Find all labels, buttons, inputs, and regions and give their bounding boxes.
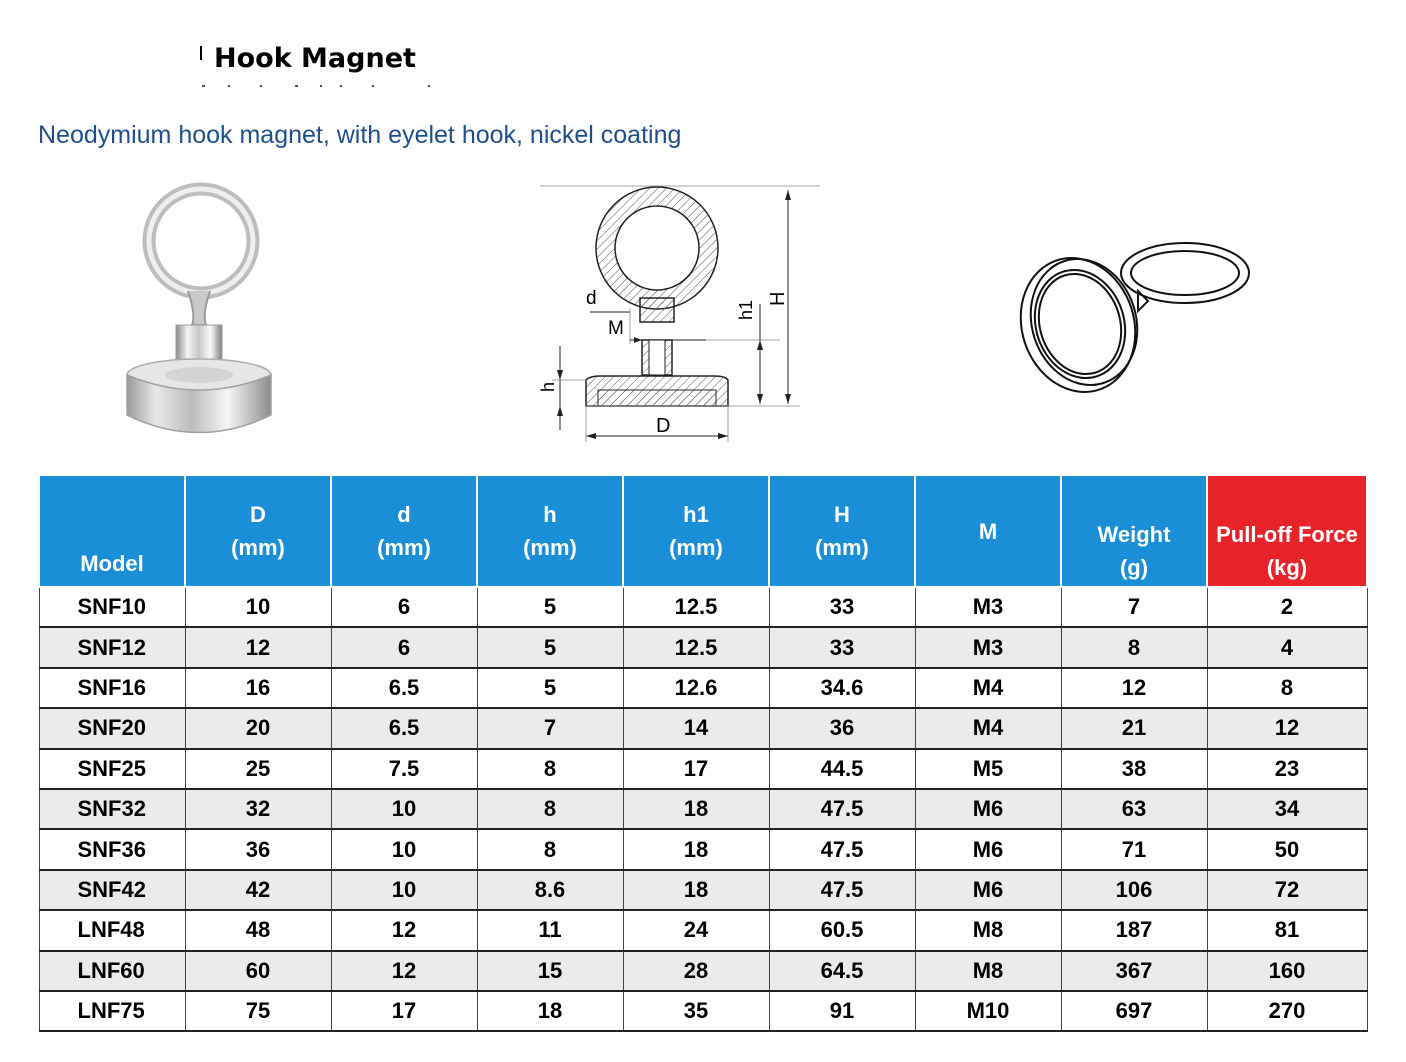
table-cell-d: 12 (331, 951, 477, 991)
table-cell-D: 32 (185, 789, 331, 829)
table-cell-weight: 187 (1061, 910, 1207, 950)
table-cell-M: M4 (915, 708, 1061, 748)
drawing-label-d: d (586, 288, 597, 309)
table-cell-force: 4 (1207, 627, 1367, 667)
table-cell-H: 60.5 (769, 910, 915, 950)
table-cell-model: SNF36 (39, 829, 185, 869)
table-row (39, 951, 1367, 991)
table-cell-model: SNF25 (39, 749, 185, 789)
table-cell-h1: 18 (623, 870, 769, 910)
drawing-label-H: H (767, 291, 789, 306)
header-pull-off-force: Pull-off Force (kg) (1207, 475, 1367, 587)
header-M: M (915, 475, 1061, 587)
drawing-label-D: D (656, 415, 671, 437)
table-cell-H: 33 (769, 627, 915, 667)
table-cell-weight: 697 (1061, 991, 1207, 1031)
table-cell-weight: 12 (1061, 668, 1207, 708)
table-cell-H: 91 (769, 991, 915, 1031)
table-cell-d: 12 (331, 910, 477, 950)
table-cell-D: 20 (185, 708, 331, 748)
line-sketch-icon (1000, 225, 1290, 425)
table-cell-force: 2 (1207, 587, 1367, 627)
table-cell-D: 10 (185, 587, 331, 627)
drawing-label-M: M (608, 318, 624, 339)
table-cell-weight: 8 (1061, 627, 1207, 667)
table-cell-h1: 18 (623, 789, 769, 829)
table-cell-h1: 12.6 (623, 668, 769, 708)
table-cell-h: 5 (477, 627, 623, 667)
drawing-label-h1: h1 (736, 299, 756, 320)
table-cell-weight: 21 (1061, 708, 1207, 748)
table-cell-d: 17 (331, 991, 477, 1031)
table-row (39, 829, 1367, 869)
page-title: Hook Magnet (214, 43, 416, 74)
table-cell-H: 47.5 (769, 870, 915, 910)
table-cell-force: 81 (1207, 910, 1367, 950)
table-cell-M: M3 (915, 587, 1061, 627)
table-cell-h1: 17 (623, 749, 769, 789)
table-row (39, 910, 1367, 950)
table-cell-h: 8 (477, 789, 623, 829)
table-cell-d: 6.5 (331, 708, 477, 748)
drawing-label-h: h (538, 381, 558, 392)
table-cell-M: M8 (915, 910, 1061, 950)
table-cell-force: 8 (1207, 668, 1367, 708)
table-cell-h1: 35 (623, 991, 769, 1031)
table-cell-d: 10 (331, 870, 477, 910)
table-cell-weight: 106 (1061, 870, 1207, 910)
table-cell-h1: 18 (623, 829, 769, 869)
table-cell-h1: 12.5 (623, 627, 769, 667)
table-cell-h: 18 (477, 991, 623, 1031)
table-cell-D: 42 (185, 870, 331, 910)
table-row (39, 668, 1367, 708)
table-row (39, 708, 1367, 748)
table-cell-force: 23 (1207, 749, 1367, 789)
table-cell-D: 75 (185, 991, 331, 1031)
subtitle: Neodymium hook magnet, with eyelet hook, nickel coating (38, 121, 682, 149)
table-cell-force: 270 (1207, 991, 1367, 1031)
table-cell-h: 5 (477, 587, 623, 627)
table-row (39, 627, 1367, 667)
table-cell-D: 25 (185, 749, 331, 789)
table-cell-model: SNF32 (39, 789, 185, 829)
table-cell-H: 47.5 (769, 789, 915, 829)
table-cell-H: 36 (769, 708, 915, 748)
cross-section-drawing-icon (530, 180, 820, 450)
table-cell-h1: 28 (623, 951, 769, 991)
table-cell-h: 8 (477, 829, 623, 869)
table-cell-h1: 14 (623, 708, 769, 748)
header-H: H (mm) (769, 475, 915, 587)
table-cell-weight: 38 (1061, 749, 1207, 789)
table-cell-force: 12 (1207, 708, 1367, 748)
table-cell-model: LNF75 (39, 991, 185, 1031)
table-cell-h1: 12.5 (623, 587, 769, 627)
table-header-row (39, 475, 1367, 587)
table-cell-weight: 63 (1061, 789, 1207, 829)
hook-magnet-photo-icon (110, 165, 290, 455)
table-cell-M: M5 (915, 749, 1061, 789)
table-cell-weight: 367 (1061, 951, 1207, 991)
table-cell-H: 33 (769, 587, 915, 627)
table-cell-model: LNF60 (39, 951, 185, 991)
table-cell-M: M8 (915, 951, 1061, 991)
table-cell-H: 34.6 (769, 668, 915, 708)
table-cell-d: 6.5 (331, 668, 477, 708)
table-cell-D: 60 (185, 951, 331, 991)
table-cell-D: 48 (185, 910, 331, 950)
table-cell-H: 64.5 (769, 951, 915, 991)
table-cell-model: SNF42 (39, 870, 185, 910)
specifications-table (38, 474, 1368, 1032)
table-cell-h: 11 (477, 910, 623, 950)
table-cell-force: 160 (1207, 951, 1367, 991)
table-cell-d: 10 (331, 829, 477, 869)
title-marker (200, 46, 202, 60)
table-cell-M: M6 (915, 789, 1061, 829)
title-underline-dots (200, 84, 440, 88)
table-cell-d: 10 (331, 789, 477, 829)
table-cell-D: 12 (185, 627, 331, 667)
table-row (39, 789, 1367, 829)
table-cell-M: M6 (915, 829, 1061, 869)
table-cell-M: M10 (915, 991, 1061, 1031)
table-cell-D: 16 (185, 668, 331, 708)
header-d: d (mm) (331, 475, 477, 587)
table-cell-h: 15 (477, 951, 623, 991)
table-cell-H: 47.5 (769, 829, 915, 869)
table-cell-weight: 71 (1061, 829, 1207, 869)
table-cell-d: 7.5 (331, 749, 477, 789)
header-weight: Weight (g) (1061, 475, 1207, 587)
table-cell-model: SNF10 (39, 587, 185, 627)
table-cell-force: 34 (1207, 789, 1367, 829)
table-cell-model: LNF48 (39, 910, 185, 950)
table-cell-M: M4 (915, 668, 1061, 708)
header-h: h (mm) (477, 475, 623, 587)
table-row (39, 587, 1367, 627)
table-cell-h: 8.6 (477, 870, 623, 910)
header-model: Model (39, 475, 185, 587)
header-D: D (mm) (185, 475, 331, 587)
table-row (39, 749, 1367, 789)
table-cell-M: M6 (915, 870, 1061, 910)
table-cell-force: 72 (1207, 870, 1367, 910)
table-cell-weight: 7 (1061, 587, 1207, 627)
table-cell-d: 6 (331, 587, 477, 627)
table-row (39, 870, 1367, 910)
table-row (39, 991, 1367, 1031)
table-cell-d: 6 (331, 627, 477, 667)
table-cell-model: SNF20 (39, 708, 185, 748)
table-cell-h: 7 (477, 708, 623, 748)
table-cell-H: 44.5 (769, 749, 915, 789)
table-cell-h1: 24 (623, 910, 769, 950)
table-cell-model: SNF12 (39, 627, 185, 667)
table-cell-model: SNF16 (39, 668, 185, 708)
table-cell-M: M3 (915, 627, 1061, 667)
table-cell-h: 5 (477, 668, 623, 708)
table-cell-D: 36 (185, 829, 331, 869)
table-cell-force: 50 (1207, 829, 1367, 869)
table-cell-h: 8 (477, 749, 623, 789)
header-h1: h1 (mm) (623, 475, 769, 587)
